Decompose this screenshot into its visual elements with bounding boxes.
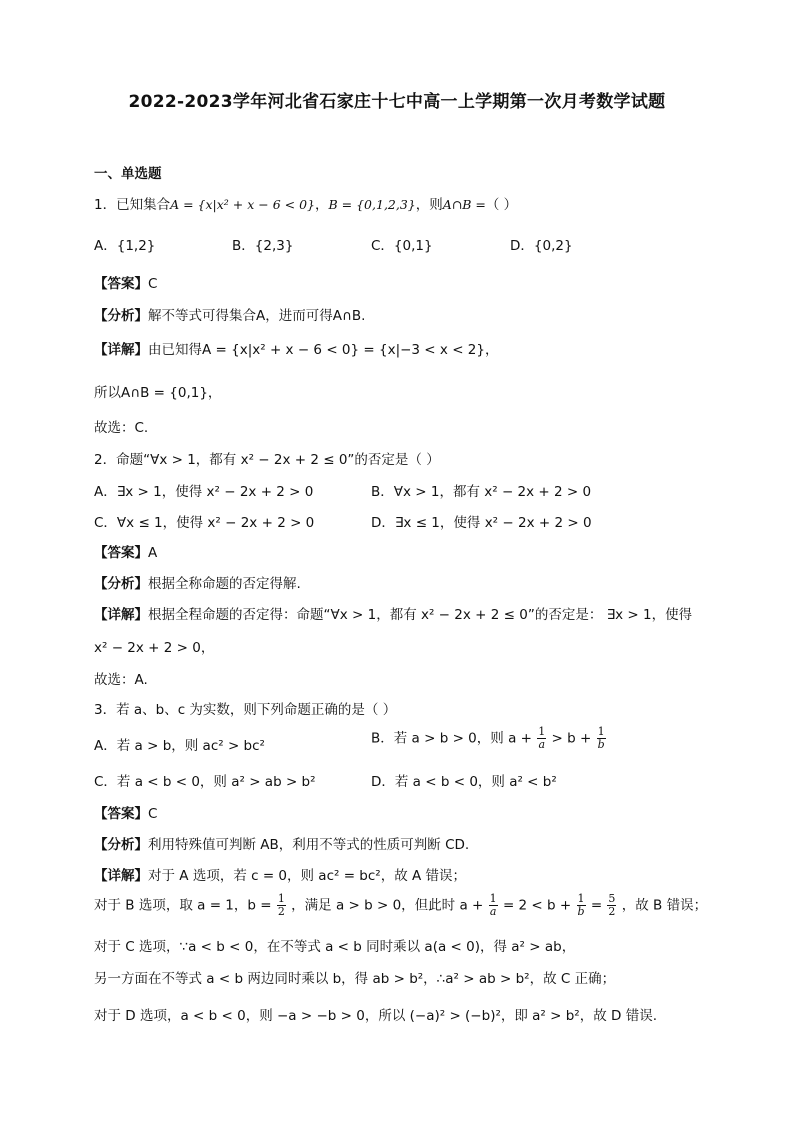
q2-option-b: B．∀x > 1，都有 x² − 2x + 2 > 0: [371, 484, 592, 500]
page-title: 2022-2023学年河北省石家庄十七中高一上学期第一次月考数学试题: [128, 92, 666, 112]
q1-stem-text-2: ，则: [415, 197, 443, 213]
fraction-1-over-b-2: $\frac{1}{b}$: [577, 892, 585, 918]
q1-option-b: B．{2,3}: [232, 238, 294, 254]
question-2-stem: 2．命题“∀x > 1，都有 x² − 2x + 2 ≤ 0”的否定是（ ）: [94, 452, 440, 468]
q1-analysis: [94, 304, 365, 324]
q1-set-a: A = {x|x² + x − 6 < 0}: [170, 197, 315, 212]
answer-tag: 【答案】: [94, 806, 148, 822]
q2-analysis-text: 根据全称命题的否定得解.: [148, 576, 301, 592]
fraction-1-over-2: $\frac{1}{2}$: [277, 892, 285, 918]
q3-option-b: [371, 726, 607, 751]
q2-answer: [94, 541, 157, 561]
q3-detail: [94, 864, 466, 884]
q3-detail-5: 对于 D 选项，a < b < 0，则 −a > −b > 0，所以 (−a)² > (−b)²，即 a² > b²，故 D 错误.: [94, 1008, 657, 1024]
q3-detail-2: [94, 893, 707, 918]
q2-detail-text: 根据全程命题的否定得：命题“∀x > 1，都有 x² − 2x + 2 ≤ 0”的否定是： ∃x > 1，使得: [148, 607, 693, 623]
q1-sep: ，: [315, 197, 329, 213]
fraction-5-over-2: $\frac{5}{2}$: [608, 892, 616, 918]
q3-analysis-text: 利用特殊值可判断 AB，利用不等式的性质可判断 CD.: [148, 837, 470, 853]
q2-option-c: C．∀x ≤ 1，使得 x² − 2x + 2 > 0: [94, 515, 315, 531]
q1-paren: （ ）: [485, 197, 518, 213]
analysis-tag: 【分析】: [94, 308, 148, 324]
analysis-tag: 【分析】: [94, 837, 148, 853]
analysis-tag: 【分析】: [94, 576, 148, 592]
q2-analysis: [94, 572, 301, 592]
q3-answer: [94, 802, 157, 822]
q3-answer-value: C: [148, 806, 158, 822]
q1-detail-2: 所以A∩B = {0,1}，: [94, 385, 222, 401]
q2-detail: [94, 603, 692, 623]
q3-option-d: D．若 a < b < 0，则 a² < b²: [371, 774, 557, 790]
q1-detail-text: 由已知得A = {x|x² + x − 6 < 0} = {x|−3 < x < 2}，: [148, 342, 499, 358]
q2-answer-value: A: [148, 545, 158, 561]
q3-detail-2-text-4: ，故 B 错误；: [621, 897, 708, 914]
q3-detail-3: 对于 C 选项，∵a < b < 0，在不等式 a < b 同时乘以 a(a < 0)，得 a² > ab，: [94, 939, 576, 955]
fraction-1-over-b: $\frac{1}{b}$: [597, 725, 605, 751]
detail-tag: 【详解】: [94, 607, 148, 623]
q3-option-b-text: B．若 a > b > 0，则 a +: [371, 730, 532, 747]
q1-detail: [94, 338, 498, 358]
detail-tag: 【详解】: [94, 342, 148, 358]
q3-option-b-text-2: > b +: [551, 730, 592, 747]
detail-tag: 【详解】: [94, 868, 148, 884]
q1-analysis-text: 解不等式可得集合A，进而可得A∩B.: [148, 308, 366, 324]
section-heading: 一、单选题: [94, 166, 162, 182]
q1-stem-text: 1．已知集合: [94, 197, 171, 213]
q1-answer-value: C: [148, 276, 158, 292]
question-3-stem: 3．若 a、b、c 为实数，则下列命题正确的是（ ）: [94, 702, 397, 718]
answer-tag: 【答案】: [94, 545, 148, 561]
q1-option-a: A．{1,2}: [94, 238, 156, 254]
q3-detail-2-text-2: ，满足 a > b > 0，但此时 a +: [291, 897, 484, 914]
fraction-1-over-a: $\frac{1}{a}$: [538, 725, 546, 751]
q3-detail-text: 对于 A 选项，若 c = 0，则 ac² = bc²，故 A 错误；: [148, 868, 467, 884]
q1-set-b: B = {0,1,2,3}: [328, 197, 416, 212]
q3-option-a: A．若 a > b，则 ac² > bc²: [94, 738, 265, 754]
q3-analysis: [94, 833, 469, 853]
q2-conclusion: 故选：A.: [94, 672, 148, 688]
fraction-1-over-a-2: $\frac{1}{a}$: [489, 892, 497, 918]
q2-option-d: D．∃x ≤ 1，使得 x² − 2x + 2 > 0: [371, 515, 592, 531]
q1-option-c: C．{0,1}: [371, 238, 433, 254]
q3-detail-2-eq: =: [590, 897, 603, 914]
q3-detail-2-text-3: = 2 < b +: [502, 897, 572, 914]
q1-conclusion: 故选：C.: [94, 420, 149, 436]
q1-answer: [94, 272, 157, 292]
q3-detail-2-text: 对于 B 选项，取 a = 1，b =: [94, 897, 272, 914]
q2-detail-2: x² − 2x + 2 > 0，: [94, 640, 215, 656]
q3-option-c: C．若 a < b < 0，则 a² > ab > b²: [94, 774, 316, 790]
q1-expr: A∩B =: [442, 197, 486, 212]
q1-option-d: D．{0,2}: [510, 238, 573, 254]
question-1-stem: [94, 193, 517, 213]
q2-option-a: A．∃x > 1，使得 x² − 2x + 2 > 0: [94, 484, 314, 500]
answer-tag: 【答案】: [94, 276, 148, 292]
q3-detail-4: 另一方面在不等式 a < b 两边同时乘以 b，得 ab > b²，∴a² > ab > b²，故 C 正确；: [94, 971, 616, 987]
